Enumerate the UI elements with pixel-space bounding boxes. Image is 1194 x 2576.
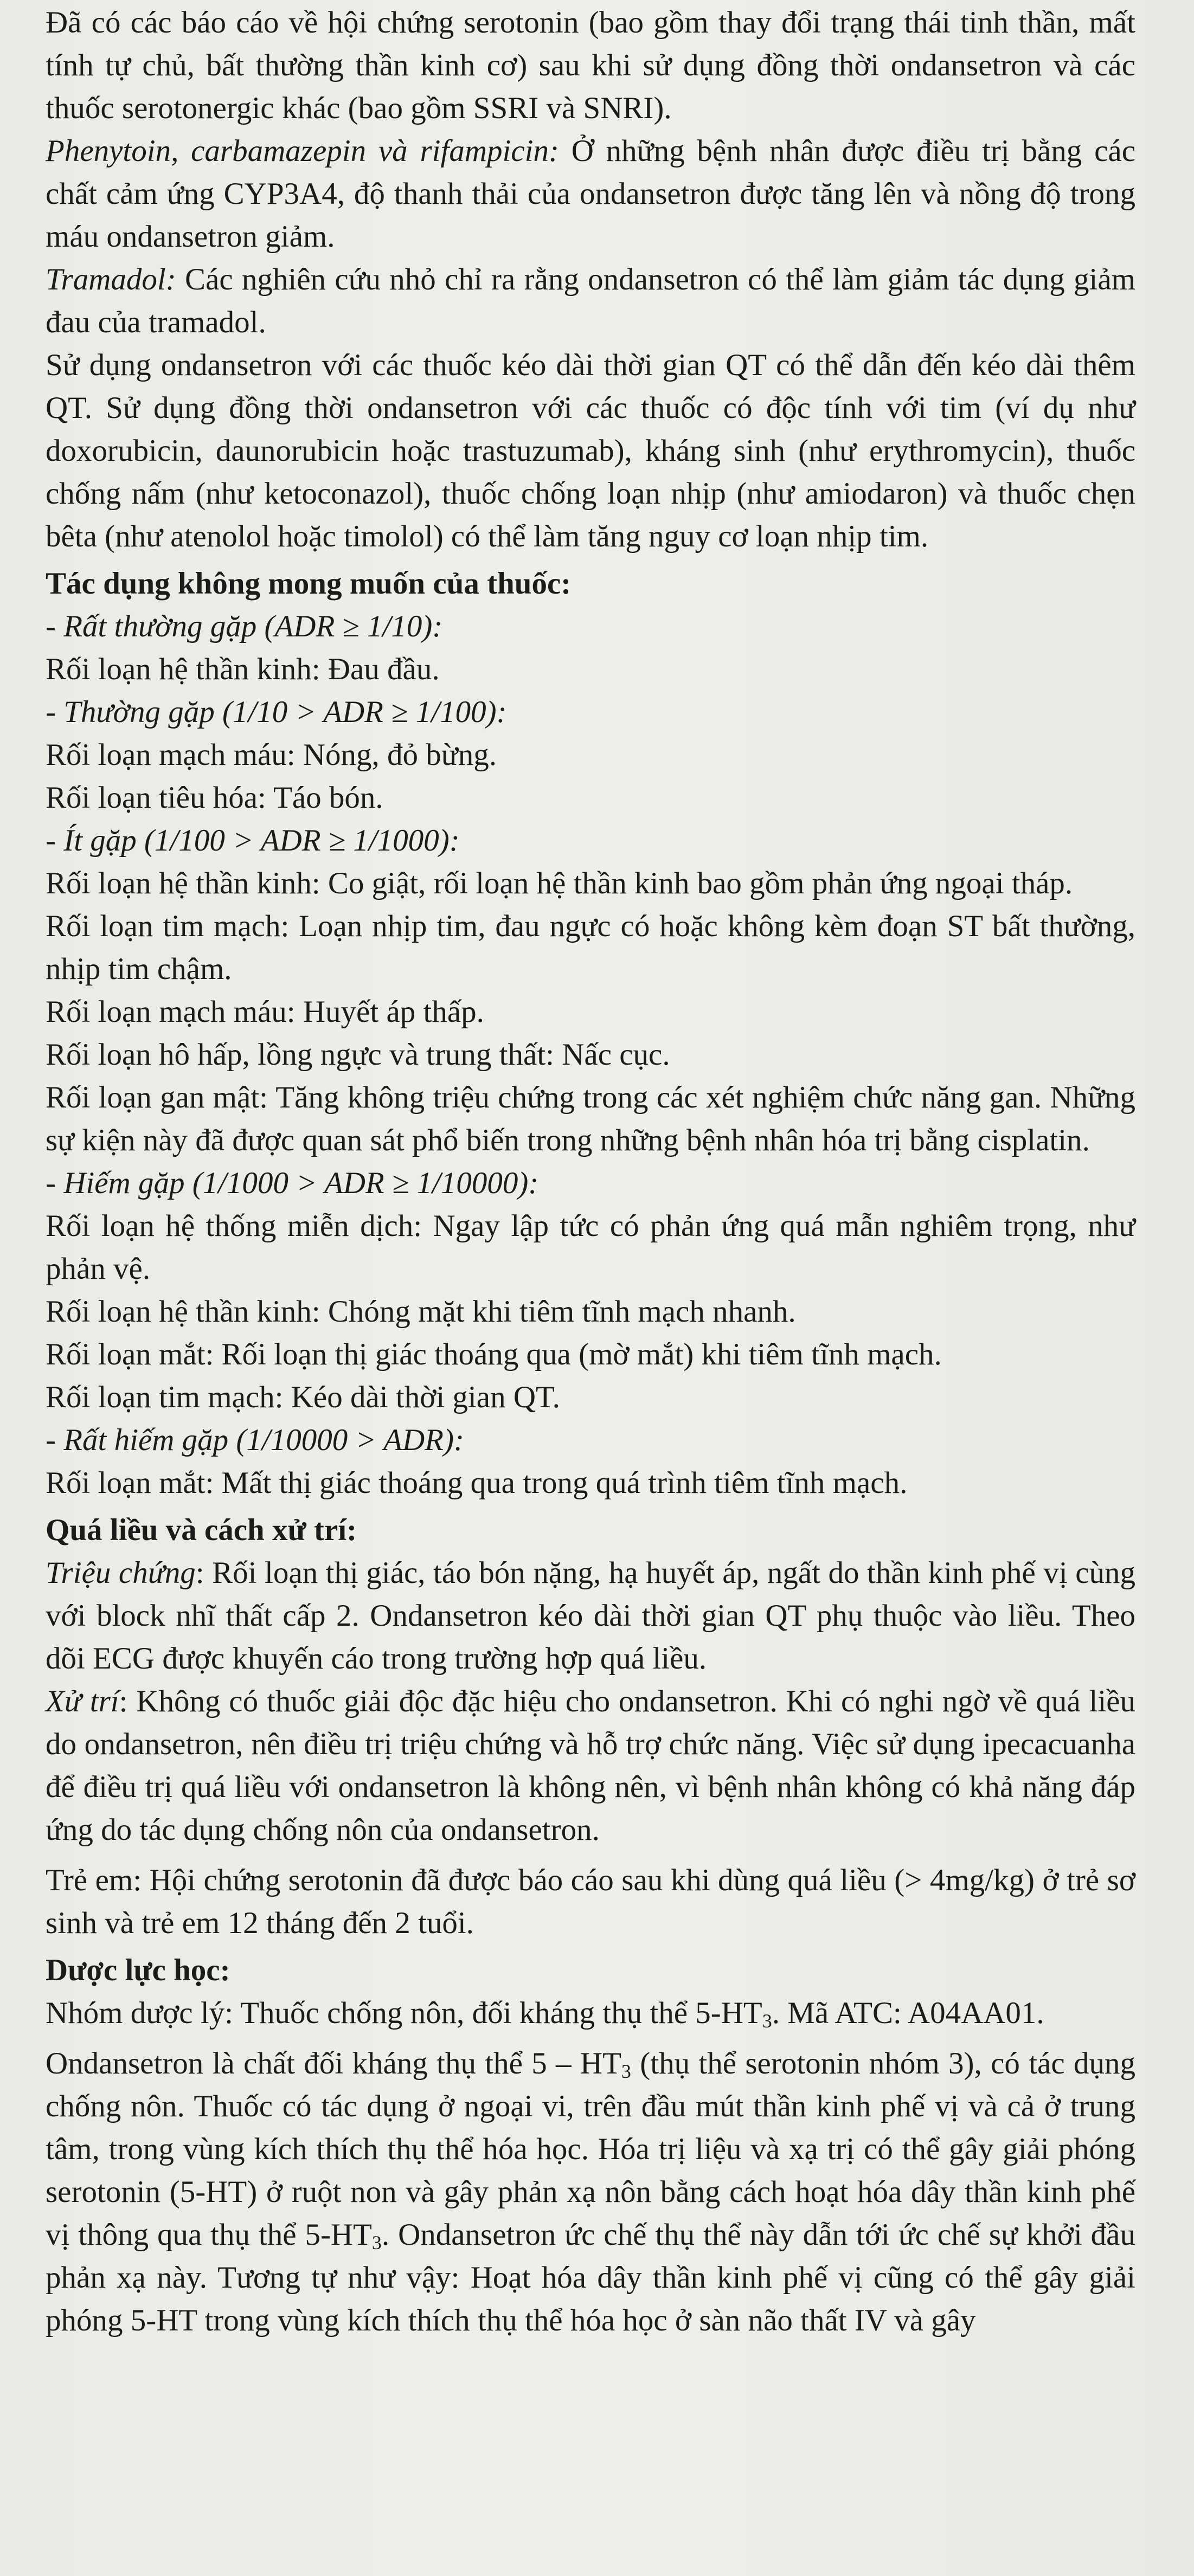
very-rare-label: - Rất hiếm gặp (1/10000 > ADR):: [46, 1423, 464, 1457]
rare-label: - Hiếm gặp (1/1000 > ADR ≥ 1/10000):: [46, 1166, 539, 1200]
mechanism-text: . Ondansetron ức chế thụ thể này dẫn tới ức chế sự khởi đầu phản xạ này. Tương tự như vậy: Hoạt hóa dây thần kinh phế vị cũng có thể gây giải phóng 5-HT trong vùng kích thích thụ thể hóa học ở sàn não thất IV và gây: [46, 2218, 1135, 2337]
cyp3a4-inducers-text: Ở những bệnh nhân được điều trị bằng các chất cảm ứng CYP3A4, độ thanh thải của ondansetron được tăng lên và nồng độ trong máu ondansetron giảm.: [46, 134, 1135, 254]
atc-code-text: . Mã ATC: A04AA01.: [772, 1996, 1044, 2030]
uncommon-item: Rối loạn mạch máu: Huyết áp thấp.: [46, 995, 484, 1029]
common-item: Rối loạn tiêu hóa: Táo bón.: [46, 781, 383, 815]
very-rare-item: Rối loạn mắt: Mất thị giác thoáng qua trong quá trình tiêm tĩnh mạch.: [46, 1466, 908, 1500]
cyp3a4-inducers-lead: Phenytoin, carbamazepin và rifampicin:: [46, 134, 559, 168]
subscript: 3: [371, 2232, 382, 2253]
rare-item: Rối loạn mắt: Rối loạn thị giác thoáng qua (mờ mắt) khi tiêm tĩnh mạch.: [46, 1337, 942, 1371]
rare-item: Rối loạn hệ thống miễn dịch: Ngay lập tức có phản ứng quá mẫn nghiêm trọng, như phản vệ.: [46, 1209, 1135, 1286]
subscript: 3: [621, 2060, 631, 2082]
uncommon-item: Rối loạn tim mạch: Loạn nhịp tim, đau ngực có hoặc không kèm đoạn ST bất thường, nhịp tim chậm.: [46, 909, 1135, 986]
overdose-symptoms-text: : Rối loạn thị giác, táo bón nặng, hạ huyết áp, ngất do thần kinh phế vị cùng với block nhĩ thất cấp 2. Ondansetron kéo dài thời gian QT phụ thuộc vào liều. Theo dõi ECG được khuyến cáo trong trường hợp quá liều.: [46, 1556, 1135, 1676]
tramadol-text: Các nghiên cứu nhỏ chỉ ra rằng ondansetron có thể làm giảm tác dụng giảm đau của tramadol.: [46, 262, 1135, 339]
uncommon-item: Rối loạn gan mật: Tăng không triệu chứng trong các xét nghiệm chức năng gan. Những sự kiện này đã được quan sát phổ biến trong những bệnh nhân hóa trị bằng cisplatin.: [46, 1080, 1135, 1157]
qt-prolongation-paragraph: Sử dụng ondansetron với các thuốc kéo dài thời gian QT có thể dẫn đến kéo dài thêm QT. Sử dụng đồng thời ondansetron với các thuốc có độc tính với tim (ví dụ như doxorubicin, daunorubicin hoặc trastuzumab), kháng sinh (như erythromycin), thuốc chống nấm (như ketoconazol), thuốc chống loạn nhịp (như amiodaron) và thuốc chẹn bêta (như atenolol hoặc timolol) có thể làm tăng nguy cơ loạn nhịp tim.: [46, 348, 1135, 553]
uncommon-item: Rối loạn hô hấp, lồng ngực và trung thất: Nấc cục.: [46, 1038, 670, 1072]
subscript: 3: [762, 2010, 772, 2032]
pharmacodynamics-heading: Dược lực học:: [46, 1953, 230, 1987]
overdose-treatment-text: : Không có thuốc giải độc đặc hiệu cho ondansetron. Khi có nghi ngờ về quá liều do ondansetron, nên điều trị triệu chứng và hỗ trợ chức năng. Việc sử dụng ipecacuanha để điều trị quá liều với ondansetron là không nên, vì bệnh nhân không có khả năng đáp ứng do tác dụng chống nôn của ondansetron.: [46, 1684, 1136, 1847]
mechanism-text: (thụ thể serotonin nhóm 3), có tác dụng chống nôn. Thuốc có tác dụng ở ngoại vi, trên đầu mút thần kinh phế vị và cả ở trung tâm, trong vùng kích thích thụ thể hóa học. Hóa trị liệu và xạ trị có thể gây giải phóng serotonin (5-HT) ở ruột non và gây phản xạ nôn bằng cách hoạt hóa dây thần kinh phế vị thông qua thụ thể 5-HT: [46, 2046, 1135, 2252]
serotonin-syndrome-paragraph: Đã có các báo cáo về hội chứng serotonin (bao gồm thay đổi trạng thái tinh thần, mất tính tự chủ, bất thường thần kinh cơ) sau khi sử dụng đồng thời ondansetron và các thuốc serotonergic khác (bao gồm SSRI và SNRI).: [46, 5, 1135, 125]
uncommon-label: - Ít gặp (1/100 > ADR ≥ 1/1000):: [46, 823, 460, 858]
overdose-treatment-paragraph: [46, 1680, 1135, 1851]
adverse-effects-heading: Tác dụng không mong muốn của thuốc:: [46, 566, 572, 601]
mechanism-paragraph: [46, 2042, 1135, 2342]
cyp3a4-inducers-paragraph: [46, 130, 1135, 258]
overdose-heading: Quá liều và cách xử trí:: [46, 1513, 357, 1547]
mechanism-text: Ondansetron là chất đối kháng thụ thể 5 – HT: [46, 2046, 621, 2081]
tramadol-lead: Tramadol:: [46, 262, 176, 297]
overdose-symptoms-lead: Triệu chứng: [46, 1556, 196, 1590]
overdose-treatment-lead: Xử trí: [46, 1684, 119, 1718]
overdose-symptoms-paragraph: [46, 1551, 1135, 1680]
overdose-children-paragraph: Trẻ em: Hội chứng serotonin đã được báo cáo sau khi dùng quá liều (> 4mg/kg) ở trẻ sơ sinh và trẻ em 12 tháng đến 2 tuổi.: [46, 1863, 1135, 1940]
pharmacological-group-text: Nhóm dược lý: Thuốc chống nôn, đối kháng thụ thể 5-HT: [46, 1996, 762, 2030]
uncommon-item: Rối loạn hệ thần kinh: Co giật, rối loạn hệ thần kinh bao gồm phản ứng ngoại tháp.: [46, 866, 1073, 900]
very-common-label: - Rất thường gặp (ADR ≥ 1/10):: [46, 609, 443, 643]
very-common-item: Rối loạn hệ thần kinh: Đau đầu.: [46, 652, 440, 686]
document-body: [46, 1, 1135, 2342]
rare-item: Rối loạn tim mạch: Kéo dài thời gian QT.: [46, 1380, 560, 1414]
pharmacological-group-paragraph: [46, 1992, 1135, 2034]
common-label: - Thường gặp (1/10 > ADR ≥ 1/100):: [46, 695, 507, 729]
rare-item: Rối loạn hệ thần kinh: Chóng mặt khi tiêm tĩnh mạch nhanh.: [46, 1295, 796, 1329]
common-item: Rối loạn mạch máu: Nóng, đỏ bừng.: [46, 738, 497, 772]
tramadol-paragraph: [46, 258, 1135, 344]
